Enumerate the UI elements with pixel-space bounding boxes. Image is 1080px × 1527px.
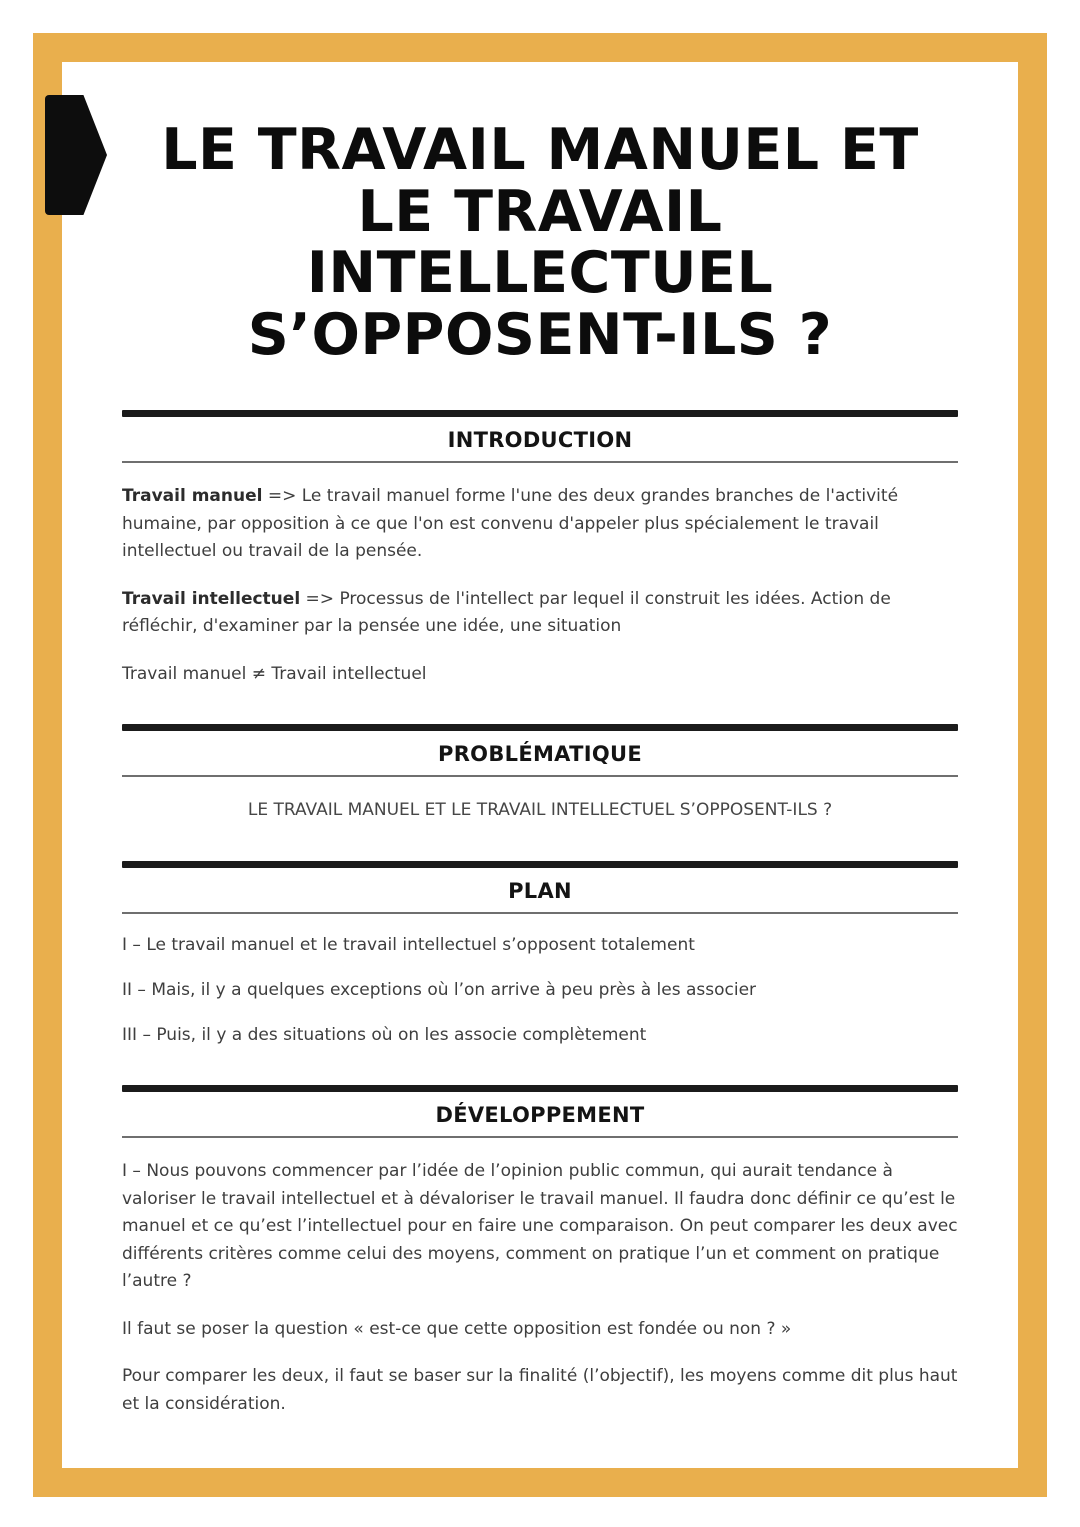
plan-item-2: II – Mais, il y a quelques exceptions où l’on arrive à peu près à les associer	[122, 979, 757, 1000]
intro-paragraph-2-text: => Processus de l'intellect par lequel il construit les idées. Action de réfléchir, d'examiner par la pensée une idée, une situation	[122, 588, 891, 637]
section-header-introduction: INTRODUCTION	[122, 417, 958, 463]
developpement-paragraph-1: I – Nous pouvons commencer par l’idée de l’opinion public commun, qui aurait tendance à valoriser le travail intellectuel et à dévaloriser le travail manuel. Il faudra donc définir ce qu’est le manuel et ce qu’est l’intellectuel pour en faire une comparaison. On peut comparer les deux avec différents critères comme celui des moyens, comment on pratique l’un et comment on pratique l’autre ?	[122, 1161, 958, 1292]
title-line: INTELLECTUEL	[306, 240, 774, 307]
developpement-paragraph-2: Il faut se poser la question « est-ce que cette opposition est fondée ou non ? »	[122, 1318, 792, 1339]
term-travail-intellectuel: Travail intellectuel	[122, 588, 301, 609]
section-divider	[122, 1085, 958, 1092]
section-divider	[122, 724, 958, 731]
title-line: LE TRAVAIL	[357, 178, 723, 245]
section-header-developpement: DÉVELOPPEMENT	[122, 1092, 958, 1138]
page-title	[122, 117, 958, 368]
plan-item-1: I – Le travail manuel et le travail intellectuel s’opposent totalement	[122, 934, 695, 955]
intro-paragraph-1-text: => Le travail manuel forme l'une des deux grandes branches de l'activité humaine, par opposition à ce que l'on est convenu d'appeler plus spécialement le travail intellectuel ou travail de la pensée.	[122, 486, 899, 562]
section-divider	[122, 410, 958, 417]
title-line: S’OPPOSENT-ILS ?	[247, 301, 833, 368]
document-content	[62, 62, 1018, 1468]
section-developpement	[122, 1085, 958, 1418]
title-line: LE TRAVAIL MANUEL ET	[161, 117, 919, 183]
section-header-plan: PLAN	[122, 868, 958, 914]
section-plan	[122, 861, 958, 1050]
developpement-paragraph-3: Pour comparer les deux, il faut se baser sur la finalité (l’objectif), les moyens comme dit plus haut et la considération.	[122, 1366, 958, 1414]
intro-paragraph-1	[122, 483, 958, 566]
intro-paragraph-2	[122, 586, 958, 641]
section-introduction	[122, 410, 958, 688]
intro-paragraph-3-text: Travail manuel ≠ Travail intellectuel	[122, 663, 427, 684]
term-travail-manuel: Travail manuel	[122, 486, 263, 507]
section-header-problematique: PROBLÉMATIQUE	[122, 731, 958, 777]
section-problematique	[122, 724, 958, 824]
problematique-question: LE TRAVAIL MANUEL ET LE TRAVAIL INTELLECTUEL S’OPPOSENT-ILS ?	[247, 800, 833, 821]
section-divider	[122, 861, 958, 868]
plan-item-3: III – Puis, il y a des situations où on les associe complètement	[122, 1024, 647, 1045]
intro-paragraph-3	[122, 661, 958, 689]
